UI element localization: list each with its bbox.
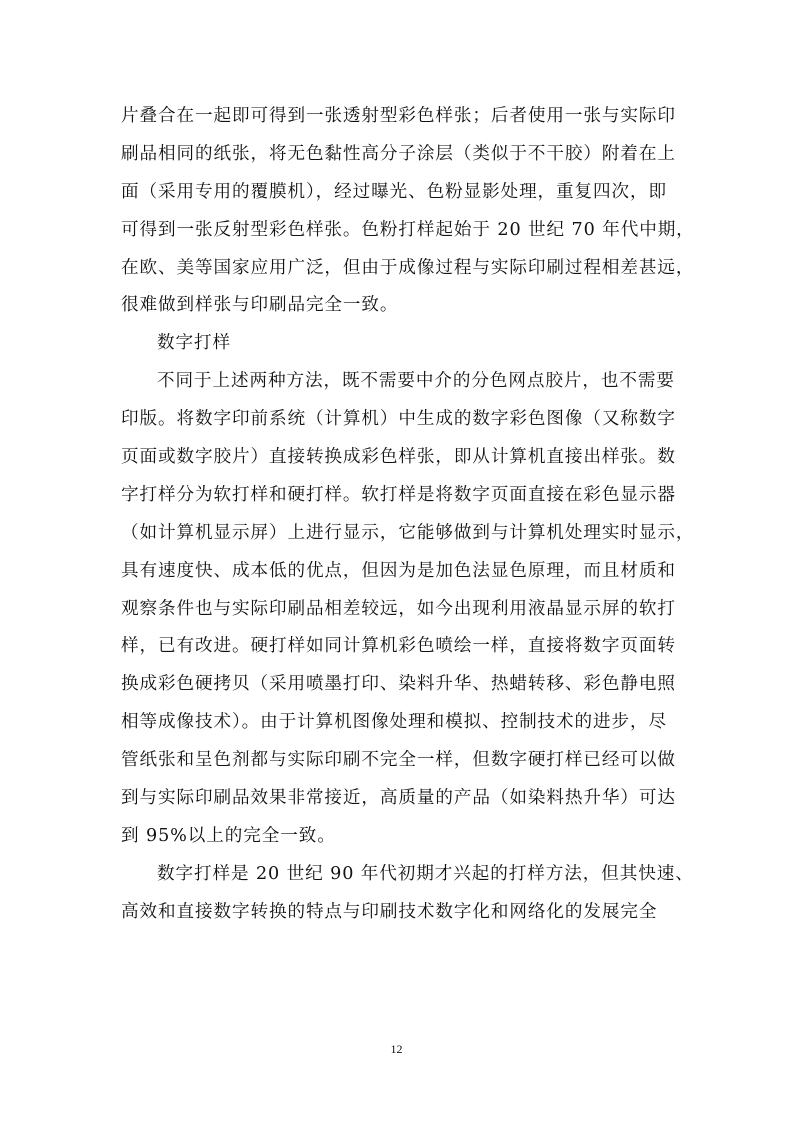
text-line: 很难做到样张与印刷品完全一致。	[121, 295, 399, 316]
text-line: 数字打样是 20 世纪 90 年代初期才兴起的打样方法，但其快速、	[157, 863, 694, 884]
text-line: 在欧、美等国家应用广泛，但由于成像过程与实际印刷过程相差甚远，	[121, 257, 695, 278]
text-line: 面（采用专用的覆膜机），经过曝光、色粉显影处理，重复四次，即	[121, 181, 668, 202]
text-line: 到 95%以上的完全一致。	[121, 825, 336, 846]
text-line: 观察条件也与实际印刷品相差较远，如今出现利用液晶显示屏的软打	[121, 598, 676, 619]
text-line: 具有速度快、成本低的优点，但因为是加色法显色原理，而且材质和	[121, 560, 676, 581]
text-line: 可得到一张反射型彩色样张。色粉打样起始于 20 世纪 70 年代中期，	[121, 219, 695, 240]
text-line: 高效和直接数字转换的特点与印刷技术数字化和网络化的发展完全	[121, 901, 658, 922]
text-line: 相等成像技术）。由于计算机图像处理和模拟、控制技术的进步，尽	[121, 712, 668, 733]
text-line: 管纸张和呈色剂都与实际印刷不完全一样，但数字硬打样已经可以做	[121, 750, 676, 771]
text-line: 印版。将数字印前系统（计算机）中生成的数字彩色图像（又称数字	[121, 409, 676, 430]
page-number: 12	[390, 1042, 403, 1056]
section-heading: 数字打样	[157, 333, 231, 354]
text-line: 页面或数字胶片）直接转换成彩色样张，即从计算机直接出样张。数	[121, 447, 676, 468]
text-line: （如计算机显示屏）上进行显示，它能够做到与计算机处理实时显示，	[121, 522, 695, 543]
text-line: 不同于上述两种方法，既不需要中介的分色网点胶片，也不需要	[157, 371, 675, 392]
text-line: 样，已有改进。硬打样如同计算机彩色喷绘一样，直接将数字页面转	[121, 636, 676, 657]
text-line: 到与实际印刷品效果非常接近，高质量的产品（如染料热升华）可达	[121, 788, 676, 809]
text-line: 换成彩色硬拷贝（采用喷墨打印、染料升华、热蜡转移、彩色静电照	[121, 674, 676, 695]
text-line: 字打样分为软打样和硬打样。软打样是将数字页面直接在彩色显示器	[121, 484, 676, 505]
text-line: 刷品相同的纸张，将无色黏性高分子涂层（类似于不干胶）附着在上	[121, 143, 676, 164]
text-line: 片叠合在一起即可得到一张透射型彩色样张；后者使用一张与实际印	[121, 106, 676, 126]
document-body	[121, 98, 695, 932]
